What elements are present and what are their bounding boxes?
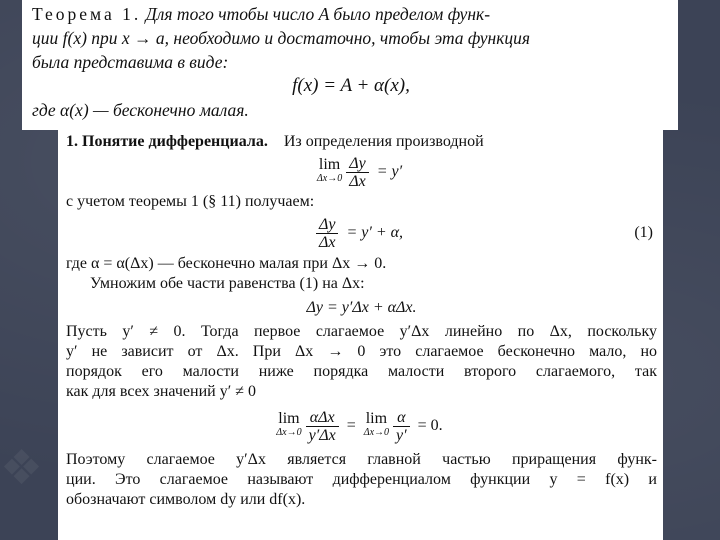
- limit-operator: lim Δx→0: [363, 410, 390, 439]
- equation-rhs: = y′ + α,: [346, 224, 404, 242]
- fraction-alpha-dx: $\frac{\text{αΔx}}{y'\Delta x}$: [306, 409, 339, 444]
- theorem-line-2: ции f(x) при x → a, необходимо и достаточно, чтобы эта функция: [32, 28, 531, 48]
- paragraph-line-1: Пусть y′ ≠ 0. Тогда первое слагаемое y′Δx линейно по Δx, поскольку: [66, 323, 657, 340]
- fraction-alpha-yprime: $\frac{\alpha}{y'}$: [393, 409, 410, 444]
- theorem-line-4: где α(x) — бесконечно малая.: [32, 100, 249, 120]
- paragraph-line-5: Поэтому слагаемое y′Δx является главной частью приращения функ-: [66, 451, 657, 468]
- theorem-line-1: [32, 2, 670, 26]
- paragraph-alpha-definition: где α = α(Δx) — бесконечно малая при Δx → 0.: [66, 255, 387, 272]
- theorem-heading: Теорема 1.: [32, 4, 142, 24]
- section-header: [66, 132, 657, 152]
- paragraph-line-4: как для всех значений y′ ≠ 0: [66, 383, 256, 400]
- section-intro: Из определения производной: [283, 133, 484, 150]
- textbook-page: [58, 130, 663, 540]
- theorem-line-3: была представима в виде:: [32, 52, 229, 72]
- theorem-text: Для того чтобы число A было пределом функ-: [145, 4, 491, 24]
- paragraph-theorem-reference: с учетом теоремы 1 (§ 11) получаем:: [66, 193, 315, 210]
- equation-1: [66, 212, 657, 254]
- fraction-dy-dx: $\frac{\Delta y}{\Delta x}$: [346, 155, 369, 190]
- equation-rhs: = 0.: [417, 417, 443, 435]
- paragraph-multiply: Умножим обе части равенства (1) на Δx:: [90, 275, 365, 292]
- paragraph-line-6: ции. Это слагаемое называют дифференциалом функции y = f(x) и: [66, 471, 657, 488]
- paragraph-line-2: y′ не зависит от Δx. При Δx → 0 это слагаемое бесконечно мало, но: [66, 343, 657, 360]
- paragraph-line-7: обозначают символом dy или df(x).: [66, 491, 306, 508]
- equation-number: (1): [634, 224, 653, 241]
- theorem-formula: f(x) = A + α(x),: [292, 75, 410, 96]
- fraction-dy-dx: $\frac{\Delta y}{\Delta x}$: [316, 216, 339, 251]
- equation-increment: Δy = y′Δx + αΔx.: [306, 299, 417, 316]
- section-title: 1. Понятие дифференциала.: [66, 133, 268, 150]
- limit-operator: lim Δx→0: [276, 410, 302, 439]
- equation-limit-ratio: [66, 402, 657, 450]
- background-decoration: ❖: [0, 440, 44, 496]
- equals-sign: =: [346, 417, 356, 435]
- equation-rhs: = y′: [376, 163, 403, 181]
- equation-derivative-limit: [66, 152, 657, 192]
- theorem-block: [22, 0, 678, 130]
- paragraph-line-3: порядок его малости ниже порядка малости второго слагаемого, так: [66, 363, 657, 380]
- limit-operator: lim Δx→0: [316, 156, 343, 185]
